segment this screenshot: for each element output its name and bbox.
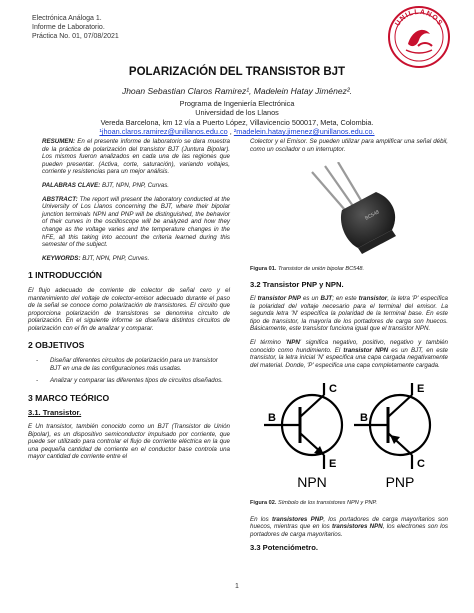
text-run: transistor NPN — [343, 346, 389, 354]
bc548-transistor-photo — [250, 162, 448, 257]
practice-number: Práctica No. 01, 07/08/2021 — [32, 33, 119, 40]
svg-text:E: E — [417, 383, 425, 396]
email-separator: , — [227, 127, 234, 137]
text-run: BJT — [320, 294, 333, 302]
pnp-paragraph — [250, 295, 448, 333]
npn-symbol — [264, 383, 342, 490]
palabras-clave — [28, 182, 230, 190]
right-column — [250, 138, 448, 558]
section-marco-heading: 3 MARCO TEÓRICO — [28, 392, 110, 403]
email-link-2[interactable]: ²madelein.hatay.jimenez@unillanos.edu.co. — [233, 127, 375, 137]
palabras-label: PALABRAS CLAVE: — [42, 181, 101, 189]
text-run: El — [250, 294, 258, 302]
npn-label: NPN — [297, 474, 327, 491]
resumen-text: En el presente informe de laboratorio se dara muestra de la práctica de polarización del transistor BJT (Juntura Bipolar). Los mismos fueron analizados en cada una de las regiones que pueden presentar. (Activa, corte, saturación), variando voltajes, corriente y resistencias para un mejor análisis. — [42, 138, 230, 176]
text-run: transistores PNP — [271, 515, 324, 523]
text-run: , los portadores de carga mayoritarios son huecos, mientras que en los — [250, 515, 448, 531]
left-column — [28, 138, 230, 467]
report-type: Informe de Laboratorio. — [32, 24, 105, 31]
abstract-label: ABSTRACT: — [42, 195, 78, 203]
svg-text:BC548: BC548 — [364, 209, 381, 222]
svg-text:C: C — [329, 383, 337, 396]
svg-text:C: C — [417, 458, 425, 471]
email-link-1[interactable]: ¹jhoan.claros.ramirez@unillanos.edu.co — [99, 127, 228, 137]
figure-1-label: Figura 01. — [250, 265, 277, 272]
text-run: En los — [250, 515, 272, 523]
text-run: , la letra 'P' especifica la polaridad del voltaje necesario para el terminal del emisor. La segunda letra 'N' especifica la polaridad de la terminal base. En este tipo de transistor, la mayoría de los portadores de carga son huecos. Básicamente, este transistor funciona igual que el transistor NPN. — [250, 294, 448, 333]
text-run: es un BJT, en este transistor, la letra inicial 'N' especifica una capa cargada negativamente del material. Donde, 'P' especifica una capa completamente cargada. — [250, 346, 448, 369]
text-run: transistor — [358, 294, 388, 302]
list-item: - Diseñar diferentes circuitos de polarización para un transistor BJT en una de las configuraciones más usadas. — [50, 357, 230, 372]
npn-paragraph — [250, 339, 448, 369]
keywords — [28, 255, 230, 263]
figure-1-caption — [250, 266, 448, 274]
paper-title: POLARIZACIÓN DEL TRANSISTOR BJT — [128, 66, 346, 78]
intro-text: El flujo adecuado de corriente de colector de señal cero y el mantenimiento del voltaje de colector-emisor adecuado durante el paso de la señal se conoce como polarización de transistores. El circuito que proporciona polarización de transistores se denomina circuito de polarización. En el siguiente informe se diseñara distintos circuitos de polarización con el fin de analizar y comparar. — [28, 286, 230, 332]
text-run: transistor PNP — [257, 294, 301, 302]
svg-text:B: B — [360, 412, 368, 425]
section-objetivos-heading: 2 OBJETIVOS — [28, 340, 85, 351]
section-intro-heading: 1 INTRODUCCIÓN — [28, 270, 103, 281]
header-info — [32, 14, 119, 41]
resumen-label: RESUMEN: — [42, 138, 76, 145]
figure-2-label: Figura 02. — [250, 499, 277, 506]
text-run: , los electrones son los portadores de carga mayoritarios. — [250, 523, 448, 538]
svg-text:B: B — [268, 412, 276, 425]
program: Programa de Ingeniería Electrónica — [179, 99, 295, 108]
page-number: 1 — [235, 583, 239, 590]
abstract-paragraph — [28, 196, 230, 249]
subsection-pnp-npn-heading: 3.2 Transistor PNP y NPN. — [250, 280, 344, 290]
emails — [0, 127, 474, 136]
university-logo — [388, 6, 450, 68]
subsection-potenciometro-heading: 3.3 Potenciómetro. — [250, 543, 318, 553]
text-run: es un — [300, 294, 321, 302]
pnp-symbol — [354, 383, 430, 490]
address: Vereda Barcelona, km 12 vía a Puerto López, Villavicencio 500017, Meta, Colombia. — [100, 117, 374, 127]
pnp-label: PNP — [385, 474, 415, 491]
svg-text:E: E — [329, 458, 337, 471]
svg-text:UNILLANOS: UNILLANOS — [394, 8, 444, 28]
subsection-transistor-heading — [28, 409, 230, 417]
text-run: ' significa negativo, positivo, negativo y también conocido como hundimiento. El — [250, 338, 448, 354]
keywords-label: KEYWORDS: — [42, 254, 81, 262]
text-run: ; en este — [332, 294, 359, 302]
figure-2-caption — [250, 500, 448, 508]
text-run: transistores NPN — [331, 523, 383, 531]
course-name: Electrónica Análoga 1. — [32, 15, 102, 22]
figure-2-text: Símbolo de los transistores NPN y PNP. — [278, 499, 378, 506]
text-run: El término ' — [250, 338, 287, 346]
affiliation — [0, 99, 474, 137]
keywords-text: BJT, NPN, PNP, Curves. — [82, 254, 150, 262]
objetivos-list — [28, 357, 230, 385]
subsection-transistor-title: 3.1. Transistor. — [28, 408, 82, 418]
resumen-paragraph — [28, 138, 230, 176]
figure-1-text: Transistor de unión bipolar BC548. — [278, 265, 365, 272]
authors: Jhoan Sebastian Claros Ramirez¹, Madelein Hatay Jiménez². — [121, 86, 353, 96]
text-run: NPN — [286, 338, 300, 346]
transistor-text: E Un transistor, también conocido como un BJT (Transistor de Unión Bipolar), es un dispositivo semiconductor impulsado por corriente, que puede ser utilizado para controlar el flujo de corriente eléctrica en la que una pequeña cantidad de corriente en el conductor base controla una mayor cantidad de corriente entre el — [28, 423, 230, 461]
university: Universidad de los Llanos — [195, 108, 279, 118]
palabras-text: BJT, NPN, PNP, Curvas. — [101, 181, 170, 189]
abstract-text: The report will present the laboratory conducted at the University of Los Llanos concerning the BJT, where their bipolar junction terminals NPN and PNP will be distinguished, the behavior of their curves in the oscilloscope will be analyzed and how they change as the voltage varies and the temperature changes in the hFE, all this taking into account the criteria learned during this semester of the subject. — [42, 195, 230, 249]
carriers-paragraph — [250, 516, 448, 539]
list-item: - Analizar y comparar las diferentes tipos de circuitos diseñados. — [50, 377, 230, 385]
npn-pnp-symbols-figure — [250, 379, 448, 491]
continued-text: Colector y el Emisor. Se pueden utilizar para amplificar una señal débil, como un oscilador o un interruptor. — [250, 138, 448, 153]
